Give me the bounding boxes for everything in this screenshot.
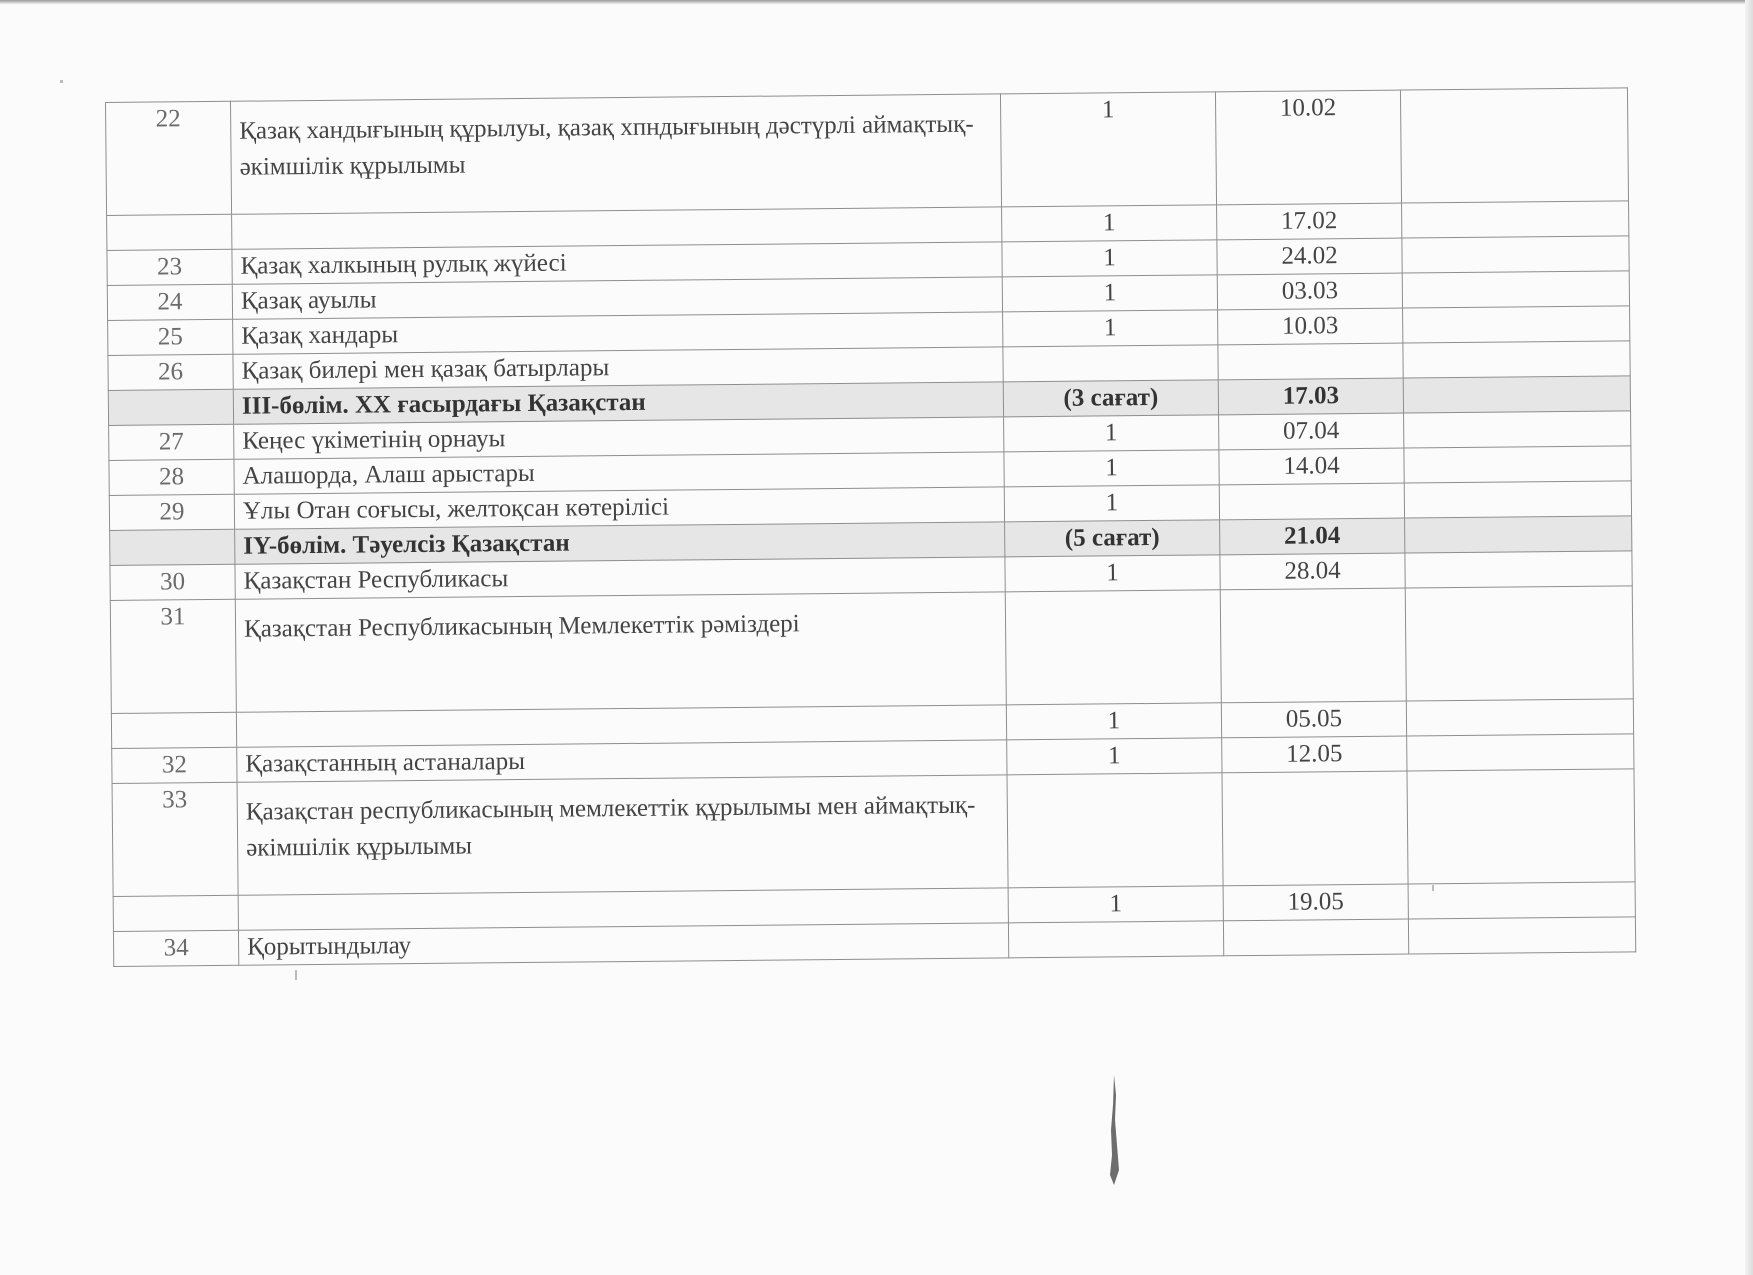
note-cell [1404, 446, 1631, 483]
lesson-title-cell: Қазақ халкының рулық жүйесі [232, 242, 1002, 284]
scan-speck [60, 80, 63, 83]
scan-right-edge [1745, 0, 1753, 1275]
date-cell: 10.02 [1215, 90, 1401, 205]
document-sheet [105, 87, 1636, 967]
lesson-title-cell: Қорытындылау [238, 923, 1008, 965]
date-cell: 10.03 [1218, 308, 1403, 345]
date-cell: 17.02 [1217, 203, 1402, 240]
hours-cell: 1 [1002, 275, 1217, 312]
note-cell [1400, 88, 1628, 203]
hours-cell: 1 [1007, 738, 1222, 775]
lesson-number-cell: 26 [108, 354, 233, 390]
lesson-number-cell: 23 [107, 249, 232, 285]
lesson-plan-body [106, 88, 1636, 967]
hours-cell [1005, 590, 1221, 705]
date-cell [1218, 343, 1403, 380]
hours-cell: (3 сағат) [1003, 380, 1218, 417]
date-cell: 21.04 [1220, 518, 1405, 555]
note-cell [1407, 769, 1635, 884]
lesson-number-cell [113, 895, 238, 931]
date-cell: 28.04 [1220, 553, 1405, 590]
lesson-title-cell: Қазақ хандығының құрылуы, қазақ хпндығының дәстүрлі аймақтық-әкімшілік құрылымы [230, 94, 1001, 214]
lesson-number-cell: 27 [109, 424, 234, 460]
note-cell [1402, 271, 1629, 308]
date-cell: 17.03 [1218, 378, 1403, 415]
table-row [110, 586, 1633, 714]
hours-cell: 1 [1008, 886, 1223, 923]
table-row [112, 769, 1635, 897]
scan-speck [1432, 885, 1434, 891]
lesson-number-cell: 33 [112, 782, 238, 896]
lesson-number-cell: 24 [107, 284, 232, 320]
scan-speck [295, 970, 297, 980]
lesson-number-cell: 29 [109, 494, 234, 530]
date-cell [1222, 771, 1408, 886]
hours-cell: 1 [1002, 240, 1217, 277]
lesson-title-cell: Қазақ ауылы [232, 277, 1002, 319]
hours-cell: 1 [1006, 703, 1221, 740]
lesson-title-cell: III-бөлім. ХХ ғасырдағы Қазақстан [233, 382, 1003, 424]
date-cell: 24.02 [1217, 238, 1402, 275]
date-cell: 12.05 [1222, 736, 1407, 773]
lesson-number-cell [108, 389, 233, 425]
lesson-plan-table [105, 87, 1636, 967]
date-cell: 19.05 [1223, 884, 1408, 921]
lesson-title-cell: IY-бөлім. Тәуелсіз Қазақстан [235, 522, 1005, 564]
lesson-number-cell [107, 214, 232, 250]
note-cell [1408, 882, 1635, 919]
note-cell [1403, 341, 1630, 378]
lesson-number-cell: 31 [110, 599, 236, 713]
note-cell [1404, 411, 1631, 448]
hours-cell [1003, 345, 1218, 382]
lesson-title-cell: Ұлы Отан соғысы, желтоқсан көтерілісі [234, 487, 1004, 529]
note-cell [1405, 551, 1632, 588]
hours-cell: 1 [1005, 555, 1220, 592]
lesson-number-cell: 32 [112, 747, 237, 783]
date-cell [1223, 919, 1408, 956]
hours-cell: 1 [1002, 205, 1217, 242]
lesson-number-cell: 25 [108, 319, 233, 355]
date-cell: 03.03 [1217, 273, 1402, 310]
note-cell [1404, 481, 1631, 518]
ink-mark-icon [1108, 1075, 1120, 1185]
lesson-title-cell: Қазақстанның астаналары [237, 740, 1007, 782]
lesson-number-cell: 22 [106, 101, 232, 215]
lesson-title-cell: Кеңес үкіметінің орнауы [234, 417, 1004, 459]
hours-cell [1007, 773, 1223, 888]
date-cell [1219, 483, 1404, 520]
hours-cell: (5 сағат) [1005, 520, 1220, 557]
note-cell [1403, 376, 1630, 413]
note-cell [1402, 201, 1629, 238]
note-cell [1405, 586, 1633, 701]
lesson-title-cell: Қазақстан Республикасы [235, 557, 1005, 599]
scan-top-edge [0, 0, 1753, 4]
table-row [106, 88, 1629, 216]
hours-cell [1008, 921, 1223, 958]
lesson-title-cell: Алашорда, Алаш арыстары [234, 452, 1004, 494]
date-cell [1220, 588, 1406, 703]
lesson-title-cell: Қазақстан Республикасының Мемлекеттік рәміздері [235, 592, 1006, 712]
hours-cell: 1 [1004, 415, 1219, 452]
hours-cell: 1 [1004, 485, 1219, 522]
note-cell [1408, 917, 1635, 954]
note-cell [1405, 516, 1632, 553]
lesson-title-cell: Қазақстан республикасының мемлекеттік құрылымы мен аймақтық-әкімшілік құрылымы [237, 775, 1008, 895]
note-cell [1406, 699, 1633, 736]
lesson-number-cell [110, 529, 235, 565]
lesson-title-cell: Қазақ хандары [233, 312, 1003, 354]
note-cell [1403, 306, 1630, 343]
note-cell [1402, 236, 1629, 273]
hours-cell: 1 [1004, 450, 1219, 487]
lesson-number-cell: 30 [110, 564, 235, 600]
lesson-number-cell: 34 [113, 930, 238, 966]
hours-cell: 1 [1000, 92, 1216, 207]
lesson-title-cell: Қазақ билері мен қазақ батырлары [233, 347, 1003, 389]
lesson-number-cell: 28 [109, 459, 234, 495]
note-cell [1407, 734, 1634, 771]
date-cell: 14.04 [1219, 448, 1404, 485]
date-cell: 05.05 [1221, 701, 1406, 738]
lesson-number-cell [111, 712, 236, 748]
hours-cell: 1 [1003, 310, 1218, 347]
date-cell: 07.04 [1219, 413, 1404, 450]
